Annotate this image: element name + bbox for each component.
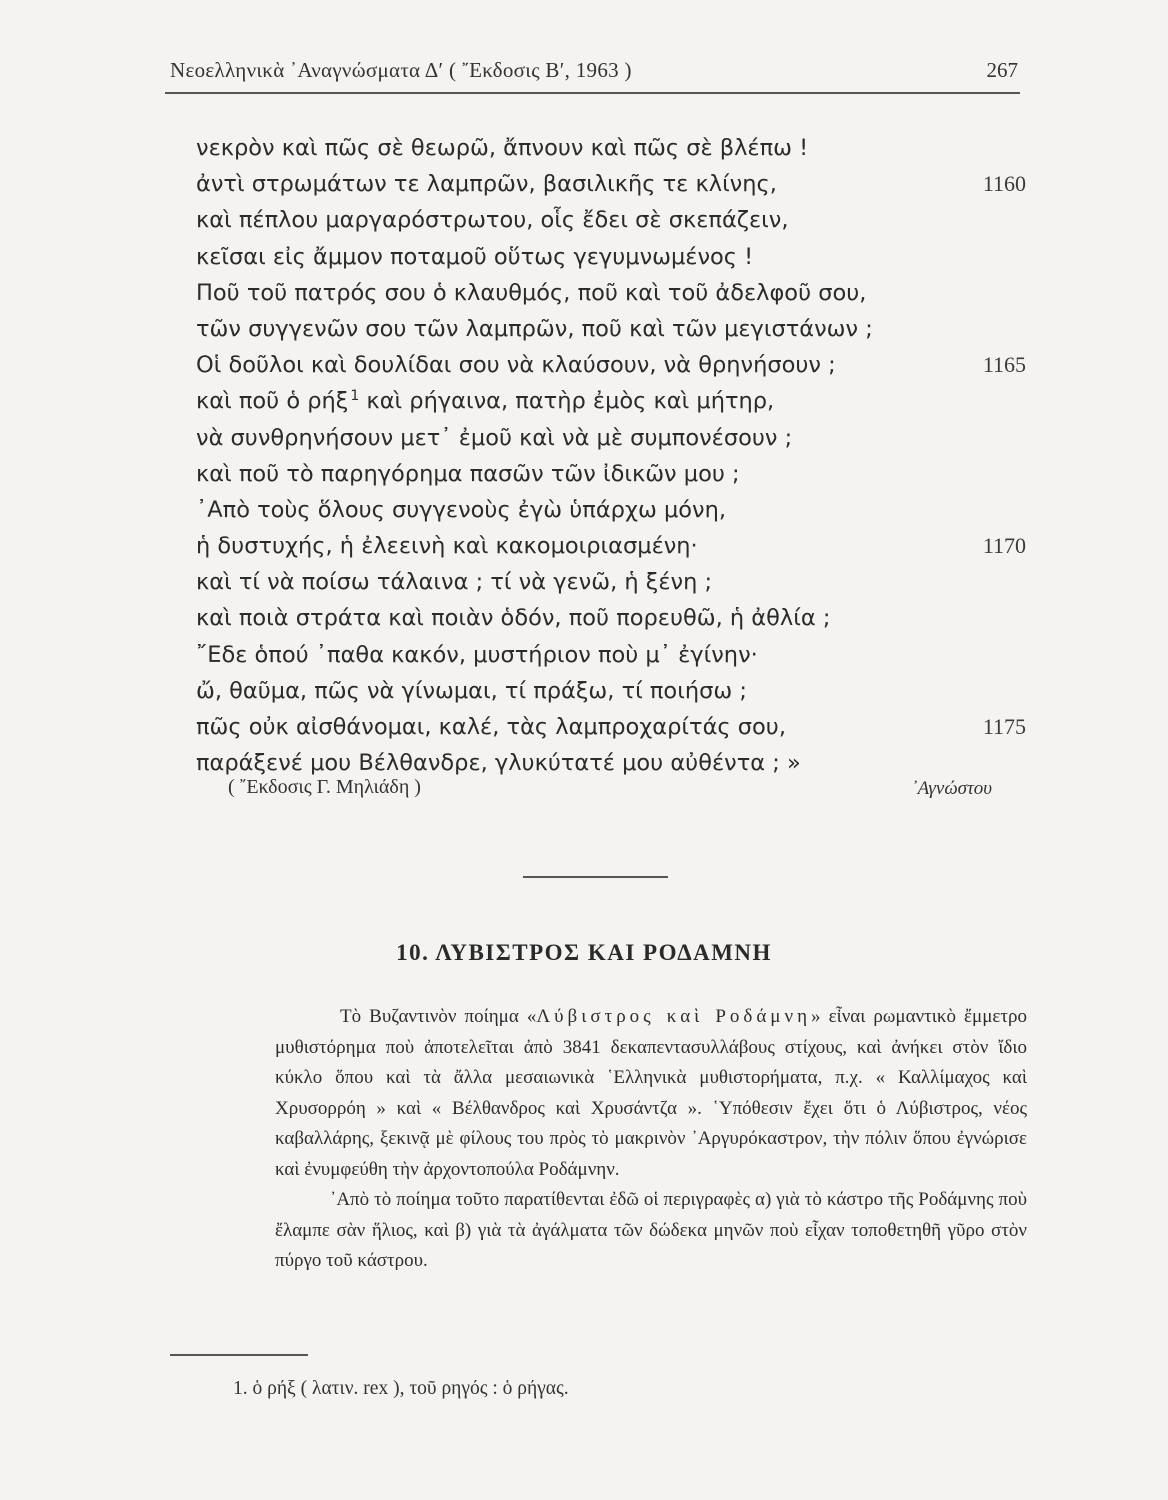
verse-text: νεκρὸν καὶ πῶς σὲ θεωρῶ, ἄπνουν καὶ πῶς σὲ βλέπω ! [196,135,809,161]
verse-text: παράξενέ μου Βέλθανδρε, γλυκύτατέ μου αὐθέντα ; » [196,750,801,777]
verse-line [196,709,1026,745]
footnote: 1. ὁ ρήξ ( λατιν. rex ), τοῦ ρηγός : ὁ ρήγας. [233,1378,569,1399]
verse-text: ᾿Απὸ τοὺς ὅλους συγγενοὺς ἐγὼ ὑπάρχω μόνη, [196,496,727,523]
section-intro [275,1002,1027,1277]
intro-text: Τὸ Βυζαντινὸν ποίημα « [340,1006,537,1027]
verse-line [196,673,1026,709]
verse-line [196,492,1026,528]
verse-line [196,347,1026,383]
verse-line [196,564,1026,600]
poem-title-spaced: Λύβιστρος καὶ Ροδάμνη [536,1006,812,1027]
verse-text: ἡ δυστυχής, ἡ ἐλεεινὴ καὶ κακομοιριασμένη· [196,533,698,560]
verse-text: καὶ ποῦ τὸ παρηγόρημα πασῶν τῶν ἰδικῶν μου ; [196,460,740,487]
verse-text: νὰ συνθρηνήσουν μετ᾿ ἐμοῦ καὶ νὰ μὲ συμπονέσουν ; [196,424,793,451]
verse-line [196,420,1026,456]
verse-text: ὤ, θαῦμα, πῶς νὰ γίνωμαι, τί πράξω, τί ποιήσω ; [196,677,747,704]
header-rule [165,92,1020,94]
verse-line [196,130,1026,166]
verse-line [196,600,1026,636]
verse-number: 1175 [982,714,1026,739]
intro-paragraph: ᾿Απὸ τὸ ποίημα τοῦτο παρατίθενται ἐδῶ οἱ περιγραφὲς α) γιὰ τὸ κάστρο τῆς Ροδάμνης ποὺ ἔλαμπε σὰν ἥλιος, καὶ β) γιὰ τὰ ἀγάλματα τῶν δώδεκα μηνῶν ποὺ εἶχαν τοποθετηθῆ γῦρο στὸν πύργο τοῦ κάστρου. [275,1189,1027,1271]
verse-text: καὶ ποῦ ὁ ρήξ [196,388,349,415]
verse-text: καὶ πέπλου μαργαρόστρωτου, οἷς ἔδει σὲ σκεπάζειν, [196,207,789,234]
running-header [170,58,1018,88]
verse-number: 1170 [982,533,1026,559]
verse-line [196,528,1026,564]
footnote-rule [170,1354,308,1356]
section-divider [523,876,668,878]
intro-paragraph [275,1002,1027,1185]
poem-author: ᾿Αγνώστου [911,778,992,799]
verse-line [196,456,1026,492]
verse-text: κεῖσαι εἰς ἄμμον ποταμοῦ οὕτως γεγυμνωμένος ! [196,243,754,270]
intro-text: » εἶναι ρωμαντικὸ ἔμμετρο μυθιστόρημα ποὺ ἀποτελεῖται ἀπὸ 3841 δεκαπεντασυλλάβους στίχους, καὶ ἀνήκει στὸν ἴδιο κύκλο ὅπου καὶ τὰ ἄλλα μεσαιωνικὰ ῾Ελληνικὰ μυθιστορήματα, π.χ. « Καλλίμαχος καὶ Χρυσορρόη » καὶ « Βέλθανδρος καὶ Χρυσάντζα ». ῾Υπόθεσιν ἔχει ὅτι ὁ Λύβιστρος, νέος καβαλλάρης, ξεκινᾷ μὲ φίλους του πρὸς τὸ μακρινὸν ᾿Αργυρόκαστρον, τὴν πόλιν ὅπου ἐγνώρισε καὶ ἐνυμφεύθη τὴν ἀρχοντοπούλα Ροδάμνην. [275,1006,1027,1180]
verse-line-with-footnote [196,383,1026,419]
verse-text: Ποῦ τοῦ πατρός σου ὁ κλαυθμός, ποῦ καὶ τοῦ ἀδελφοῦ σου, [196,279,867,306]
poem-source: ( ῎Εκδοσις Γ. Μηλιάδη ) [228,776,421,798]
verse-number: 1165 [982,352,1026,378]
verse-line [196,275,1026,311]
verse-number: 1160 [982,171,1026,197]
footnote-marker: 1 [350,388,360,405]
verse-line [196,239,1026,275]
poem [196,130,1026,781]
section-title: 10. ΛΥΒΙΣΤΡΟΣ ΚΑΙ ΡΟΔΑΜΝΗ [396,940,772,965]
header-title: Νεοελληνικὰ ᾿Αναγνώσματα Δ′ ( ῎Εκδοσις Β′, 1963 ) [170,58,632,82]
verse-line [196,202,1026,238]
verse-line [196,166,1026,202]
verse-text: καὶ ρήγαινα, πατὴρ ἐμὸς καὶ μήτηρ, [359,388,775,415]
verse-text: ῎Εδε ὁπού ᾿παθα κακόν, μυστήριον ποὺ μ᾿ ἐγίνην· [196,641,758,668]
verse-line [196,637,1026,673]
verse-text: Οἱ δοῦλοι καὶ δουλίδαι σου νὰ κλαύσουν, νὰ θρηνήσουν ; [196,352,836,379]
verse-text: τῶν συγγενῶν σου τῶν λαμπρῶν, ποῦ καὶ τῶν μεγιστάνων ; [196,315,873,342]
page-number: 267 [986,58,1018,82]
verse-text: ἀντὶ στρωμάτων τε λαμπρῶν, βασιλικῆς τε κλίνης, [196,171,777,198]
verse-text: πῶς οὐκ αἰσθάνομαι, καλέ, τὰς λαμπροχαρίτάς σου, [196,714,786,740]
verse-line [196,311,1026,347]
verse-text: καὶ ποιὰ στράτα καὶ ποιὰν ὁδόν, ποῦ πορευθῶ, ἡ ἀθλία ; [196,605,831,632]
verse-text: καὶ τί νὰ ποίσω τάλαινα ; τί νὰ γενῶ, ἡ ξένη ; [196,569,713,596]
